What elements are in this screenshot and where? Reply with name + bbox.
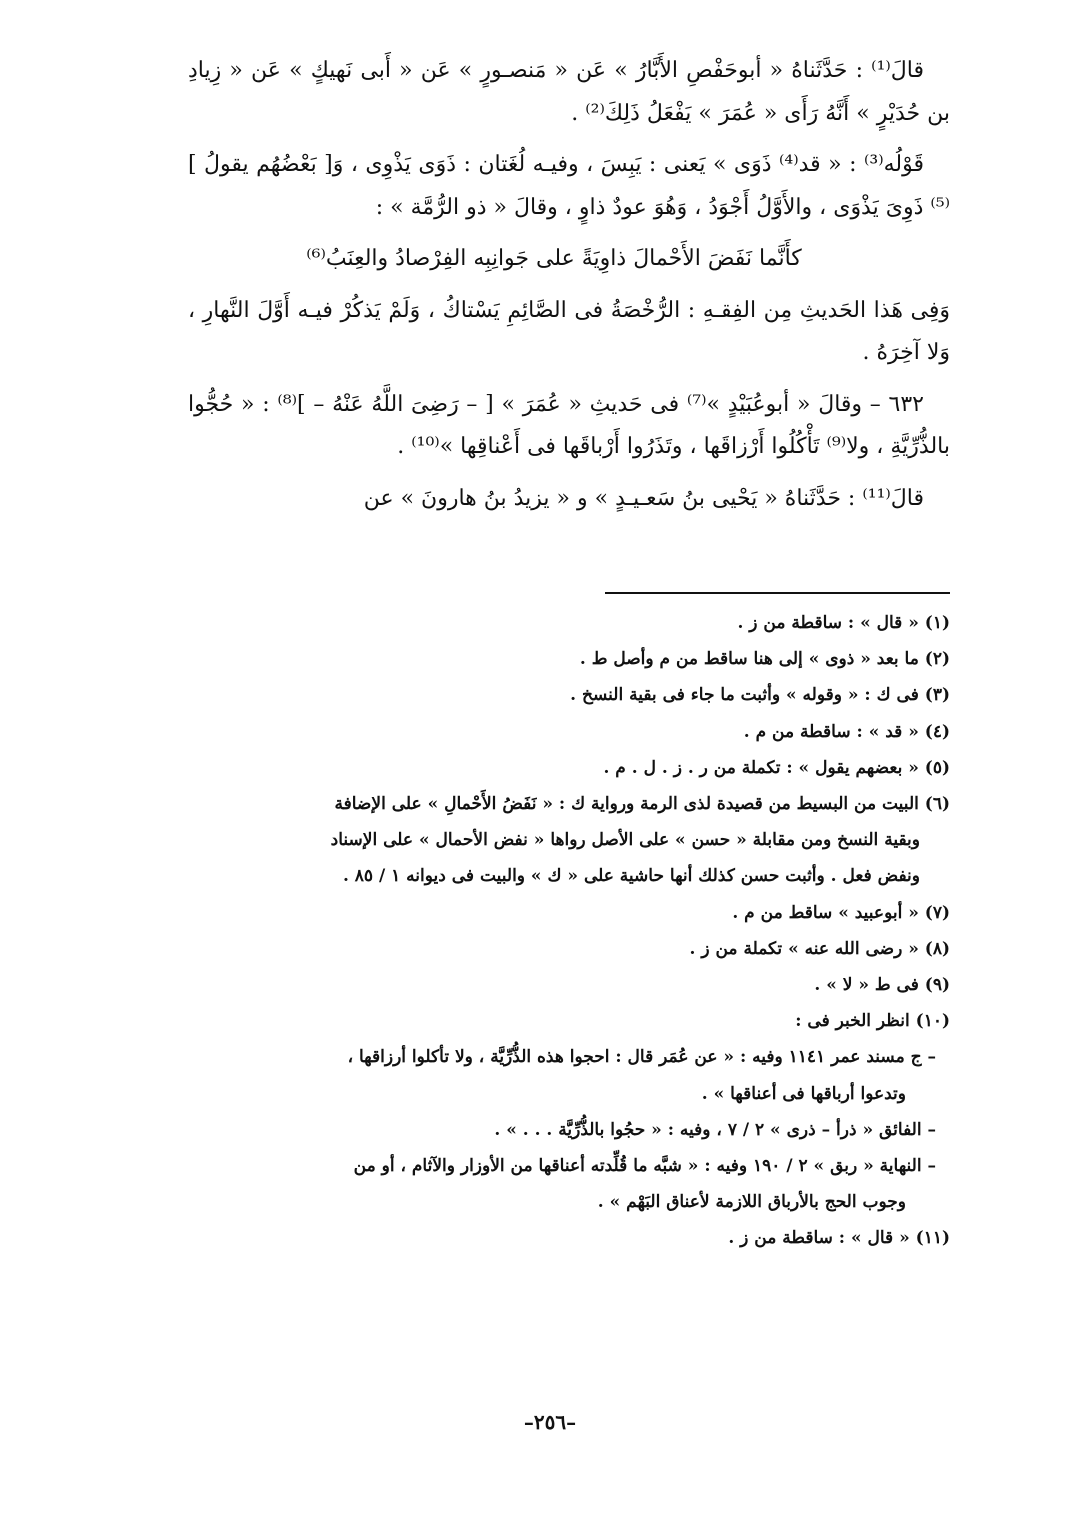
footnote-10-source-jami-cont: وتدعوا أرباقها فى أعناقها » . [701,1083,906,1104]
footnote-10-source-jami: – ج مسند عمر ١١٤١ وفيه : « عن عُمَر قال : احجوا هذه الذُّرِّيَّة ، ولا تأكلوا أرزاقها ، [347,1047,936,1068]
paragraph-fiqh: وَفِى هَذا الحَديثِ مِن الفِقـهِ : الرُّخْصَةُ فى الصَّائِمِ يَسْتاكُ ، وَلَمْ يَذكُرْ فيـه أَوَّلَ النَّهارِ ، وَلا آخِرَهُ . [188,297,950,365]
footnote-10-source-nihaya: – النهاية « ربق » ٢ / ١٩٠ وفيه : « شبَّه ما قُلِّدته أعناقها من الأوزار والآثام ، أو من [353,1156,936,1177]
footnote-6-line-3: ونفض فعل . وأثبت حسن كذلك أنها حاشية على « ك » والبيت فى ديوانه ١ / ٨٥ . [342,866,920,887]
footnote-1: (١) « قال » : ساقطة من ز . [737,613,950,633]
footnote-10-source-nihaya-cont: وجوب الحج بالأرباق اللازمة لأعناق البَهْم » . [597,1192,906,1213]
footnote-7: (٧) « أبوعبيد » ساقط من م . [732,902,950,923]
footnote-9: (٩) فى ط « لا » . [814,975,950,996]
footnote-10-source-faiq: – الفائق « ذرأ – ذرى » ٢ / ٧ ، وفيه : « حجُوا بالذُّرِّيَّة . . . » . [494,1119,936,1140]
footnote-6-line-2: وبقية النسخ ومن مقابلة « حسن » على الأصل رواها « نفض الأحمال » على الإسناد [330,830,920,851]
page-number: –٢٥٦– [523,1410,577,1434]
footnote-3: (٣) فى ك : « وقوله » وأثبت ما جاء فى بقية النسخ . [570,685,950,706]
footnote-4: (٤) « قد » : ساقطة من م . [743,721,950,742]
footnote-5: (٥) « بعضهم يقول » : تكملة من ر . ز . ل . م . [603,757,950,778]
paragraph-commentary: قَوْلُه⁽³⁾ : « قد⁽⁴⁾ ذَوَى » يَعنى : يَبِسَ ، وفيـه لُغَتان : ذَوَى يَذْوِى ، وَ[ بَعْضُهُم يقولُ ]⁽⁵⁾ ذَوِىَ يَذْوَى ، والأَوَّلُ أَجْوَدُ ، وَهُوَ عودٌ ذاوٍ ، وقالَ « ذو الرُّمَّة » : [188,152,950,220]
footnote-10: (١٠) انظر الخبر فى : [795,1011,950,1032]
paragraph-hadith-632: ٦٣٢ – وقالَ « أبوعُبَيْدٍ »⁽⁷⁾ فى حَديثِ « عُمَرَ » [ – رَضِىَ اللَّهُ عَنْهُ – ]⁽⁸⁾ : « حُجُّوا بالذُّرِّيَّةِ ، ولا⁽⁹⁾ تَأْكُلُوا أَرْزاقَها ، وتَذَرُوا أَرْباقَها فى أَعْناقِها »⁽¹⁰⁾ . [188,391,950,459]
footnote-11: (١١) « قال » : ساقطة من ز . [728,1228,950,1249]
footnote-2: (٢) ما بعد « ذوى » إلى هنا ساقط من م وأصل ط . [579,649,950,670]
footnotes [188,605,950,1257]
main-text [188,50,950,529]
footnote-6: (٦) البيت من البسيط من قصيدة لذى الرمة ورواية ك : « نَفَضُ الأَحْمالِ » على الإضافة [334,794,950,815]
paragraph-isnad-1: قالَ⁽¹⁾ : حَدَّثَناهُ « أبوحَفْصِ الأَبَّارُ » عَن « مَنصـورٍ » عَن « أَبى نَهيكٍ » عَن « زِيادِ بن حُدَيْرٍ » أَنَّهُ رَأَى « عُمَرَ » يَفْعَلُ ذَلِكَ⁽²⁾ . [188,58,950,126]
footnote-8: (٨) « رضى الله عنه » تكملة من ز . [689,938,950,959]
footnote-divider [605,592,950,594]
poetry-verse: كأَنَّما نَفَضَ الأَحْمالَ ذاوِيَةً على جَوانِبِه الفِرْصادُ والعِنَبُ⁽⁶⁾ [306,246,802,271]
paragraph-isnad-2: قالَ⁽¹¹⁾ : حَدَّثَناهُ « يَحْيى بنُ سَعـيـدٍ » و « يزيدُ بنُ هارونَ » عن [363,485,924,511]
